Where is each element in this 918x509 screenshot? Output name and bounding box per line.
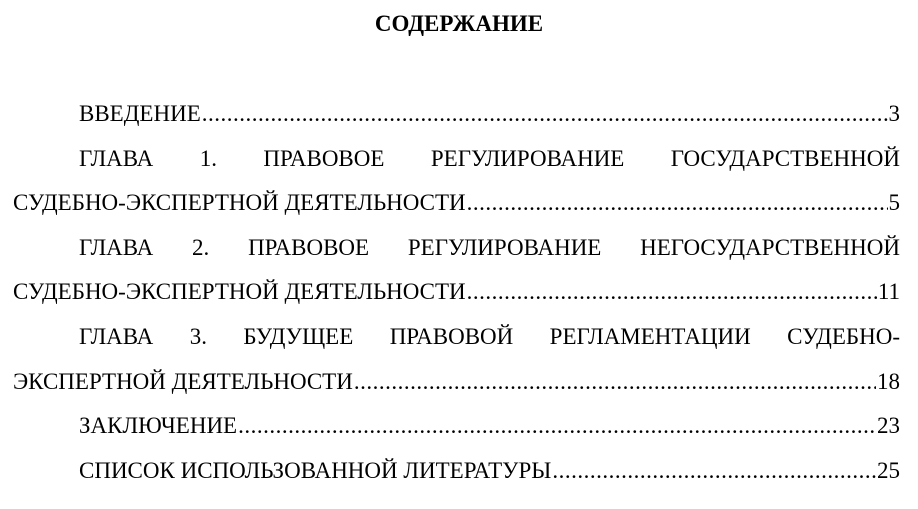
toc-entry-ch2-line1: ГЛАВА 2. ПРАВОВОЕ РЕГУЛИРОВАНИЕ НЕГОСУДАРСТВЕННОЙ xyxy=(79,234,900,260)
toc-entry-page: 25 xyxy=(877,457,900,483)
toc-entry-title: ЭКСПЕРТНОЙ ДЕЯТЕЛЬНОСТИ xyxy=(13,368,353,394)
toc-entry-page: 18 xyxy=(877,368,900,394)
toc-entry-title: ВВЕДЕНИЕ xyxy=(79,101,201,126)
toc-entry-title: СПИСОК ИСПОЛЬЗОВАННОЙ ЛИТЕРАТУРЫ xyxy=(79,457,552,483)
document-title: СОДЕРЖАНИЕ xyxy=(374,11,544,36)
toc-entry-page: 11 xyxy=(877,279,900,305)
toc-entry-title: СУДЕБНО-ЭКСПЕРТНОЙ ДЕЯТЕЛЬНОСТИ xyxy=(13,190,466,216)
toc-entry-ch2-line2 xyxy=(13,274,900,319)
toc-entry-page: 23 xyxy=(877,413,900,439)
toc-entry-ch3-line2 xyxy=(13,364,900,409)
toc-entry-title: ЗАКЛЮЧЕНИЕ xyxy=(79,413,238,439)
toc-entry-references xyxy=(13,453,900,498)
table-of-contents xyxy=(13,96,900,497)
dot-leader xyxy=(354,364,876,400)
toc-entry-ch3-line1: ГЛАВА 3. БУДУЩЕЕ ПРАВОВОЙ РЕГЛАМЕНТАЦИИ СУДЕБНО- xyxy=(79,323,900,349)
dot-leader xyxy=(552,453,876,489)
dot-leader xyxy=(467,274,877,310)
toc-entry-intro xyxy=(13,96,900,141)
dot-leader xyxy=(238,408,876,444)
toc-entry-ch1-line2 xyxy=(13,185,900,230)
toc-entry-title: СУДЕБНО-ЭКСПЕРТНОЙ ДЕЯТЕЛЬНОСТИ xyxy=(13,279,466,305)
dot-leader xyxy=(202,96,888,132)
toc-entry-ch1-line1: ГЛАВА 1. ПРАВОВОЕ РЕГУЛИРОВАНИЕ ГОСУДАРСТВЕННОЙ xyxy=(79,145,900,171)
dot-leader xyxy=(467,185,888,221)
toc-entry-conclusion xyxy=(13,408,900,453)
toc-entry-page: 5 xyxy=(888,190,900,216)
toc-entry-page: 3 xyxy=(888,101,900,126)
